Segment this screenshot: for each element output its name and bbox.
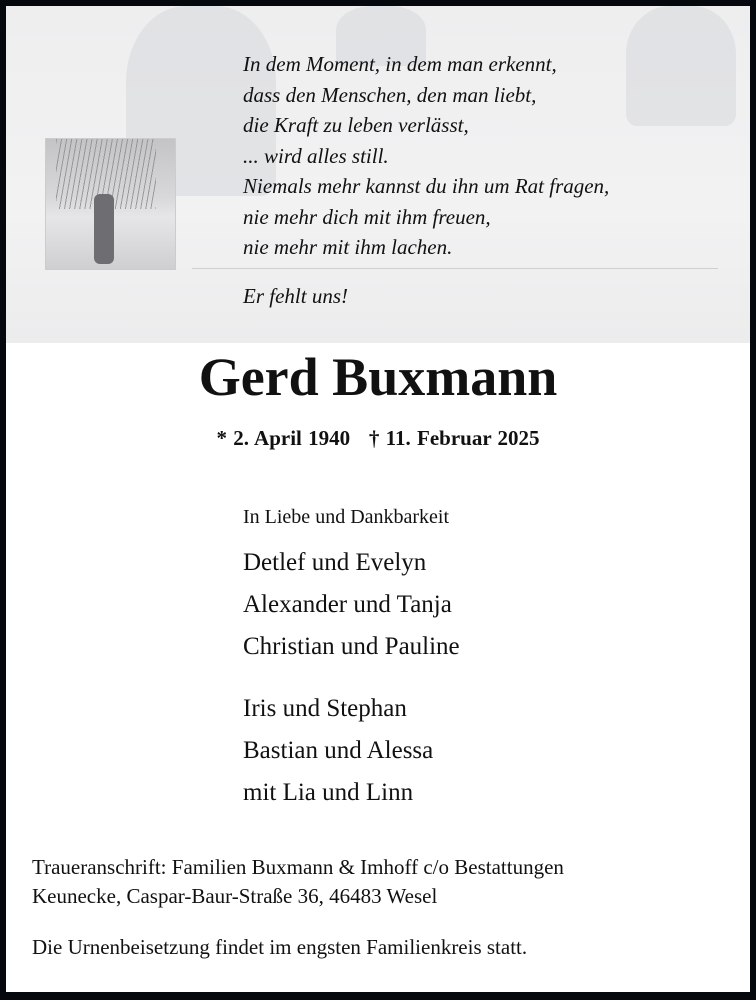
- address-line: Traueranschrift: Familien Buxmann & Imhoff c/o Bestattungen: [32, 855, 564, 879]
- mourning-address: [32, 853, 564, 911]
- willow-tree-photo: [45, 138, 176, 270]
- poem-line: In dem Moment, in dem man erkennt,: [243, 52, 557, 76]
- address-line: Keunecke, Caspar-Baur-Straße 36, 46483 Wesel: [32, 884, 438, 908]
- obituary-card: [6, 6, 750, 992]
- burial-note: Die Urnenbeisetzung findet im engsten Familienkreis statt.: [32, 935, 528, 959]
- poem-closing: Er fehlt uns!: [243, 284, 348, 308]
- deceased-name: Gerd Buxmann: [198, 347, 558, 407]
- poem-line: Niemals mehr kannst du ihn um Rat fragen,: [243, 174, 610, 198]
- mourner: Alexander und Tanja: [243, 591, 452, 618]
- death-date: † 11. Februar 2025: [368, 426, 540, 450]
- life-dates: [6, 426, 750, 451]
- mourner: Bastian und Alessa: [243, 737, 434, 764]
- poem-line: nie mehr mit ihm lachen.: [243, 235, 453, 259]
- mourner: mit Lia und Linn: [243, 779, 414, 806]
- poem-line: die Kraft zu leben verlässt,: [243, 113, 469, 137]
- mourners-group-1: [243, 542, 460, 668]
- mourner: Christian und Pauline: [243, 633, 460, 660]
- poem: [243, 49, 609, 263]
- mourner: Iris und Stephan: [243, 695, 407, 722]
- mourners-intro: In Liebe und Dankbarkeit: [243, 506, 450, 528]
- divider: [192, 268, 718, 269]
- birth-date: * 2. April 1940: [216, 426, 351, 450]
- header-background-image: [6, 6, 750, 343]
- tree-silhouette: [626, 6, 736, 126]
- poem-line: ... wird alles still.: [243, 143, 389, 168]
- poem-line: dass den Menschen, den man liebt,: [243, 82, 537, 107]
- mourners-group-2: [243, 688, 433, 814]
- poem-line: nie mehr dich mit ihm freuen,: [243, 204, 491, 229]
- mourner: Detlef und Evelyn: [243, 549, 427, 576]
